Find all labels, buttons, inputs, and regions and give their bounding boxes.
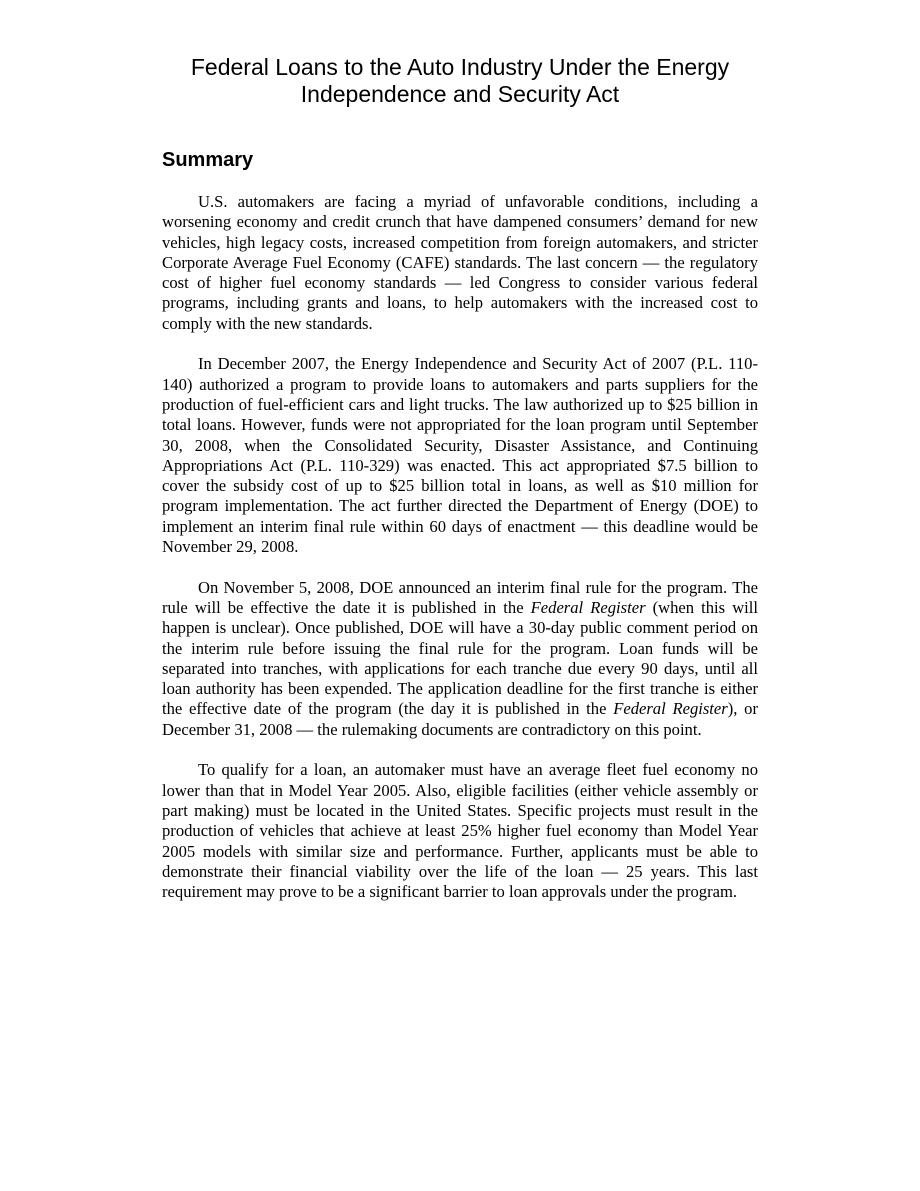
- summary-body: [162, 192, 758, 902]
- document-page: [162, 54, 758, 923]
- paragraph-3-text-c: ), or December 31, 2008 — the rulemaking documents are contradictory on this point.: [162, 699, 758, 739]
- paragraph-3-italic-federal-register-2: Federal Register: [613, 699, 728, 719]
- section-heading-summary: Summary: [162, 149, 254, 171]
- paragraph-3-italic-federal-register-1: Federal Register: [530, 597, 646, 617]
- paragraph-3-text-b: (when this will happen is unclear). Once published, DOE will have a 30-day public comment period on the interim rule before issuing the final rule for the program. Loan funds will be separated into tranches, with applications for each tranche due every 90 days, until all loan authority has been expended. The application deadline for the first tranche is either the effective date of the program (the day it is published in the: [162, 597, 759, 719]
- paragraph-3: [162, 578, 758, 740]
- paragraph-4: To qualify for a loan, an automaker must have an average fleet fuel economy no lower than that in Model Year 2005. Also, eligible facilities (either vehicle assembly or part making) must be located in the United States. Specific projects must result in the production of vehicles that achieve at least 25% higher fuel economy than Model Year 2005 models with similar size and performance. Further, applicants must be able to demonstrate their financial viability over the life of the loan — 25 years. This last requirement may prove to be a significant barrier to loan approvals under the program.: [162, 760, 758, 902]
- title-line-2: Independence and Security Act: [300, 81, 620, 107]
- title-line-1: Federal Loans to the Auto Industry Under the Energy: [190, 54, 730, 80]
- paragraph-1: U.S. automakers are facing a myriad of unfavorable conditions, including a worsening economy and credit crunch that have dampened consumers’ demand for new vehicles, high legacy costs, increased competition from foreign automakers, and stricter Corporate Average Fuel Economy (CAFE) standards. The last concern — the regulatory cost of higher fuel economy standards — led Congress to consider various federal programs, including grants and loans, to help automakers with the increased cost to comply with the new standards.: [162, 192, 758, 333]
- paragraph-2: In December 2007, the Energy Independence and Security Act of 2007 (P.L. 110-140) authorized a program to provide loans to automakers and parts suppliers for the production of fuel-efficient cars and light trucks. The law authorized up to $25 billion in total loans. However, funds were not appropriated for the loan program until September 30, 2008, when the Consolidated Security, Disaster Assistance, and Continuing Appropriations Act (P.L. 110-329) was enacted. This act appropriated $7.5 billion to cover the subsidy cost of up to $25 billion total in loans, as well as $10 million for program implementation. The act further directed the Department of Energy (DOE) to implement an interim final rule within 60 days of enactment — this deadline would be November 29, 2008.: [162, 354, 758, 557]
- paragraph-3-text-a: On November 5, 2008, DOE announced an interim final rule for the program. The rule will be effective the date it is published in the: [162, 577, 758, 617]
- document-title: [162, 54, 758, 108]
